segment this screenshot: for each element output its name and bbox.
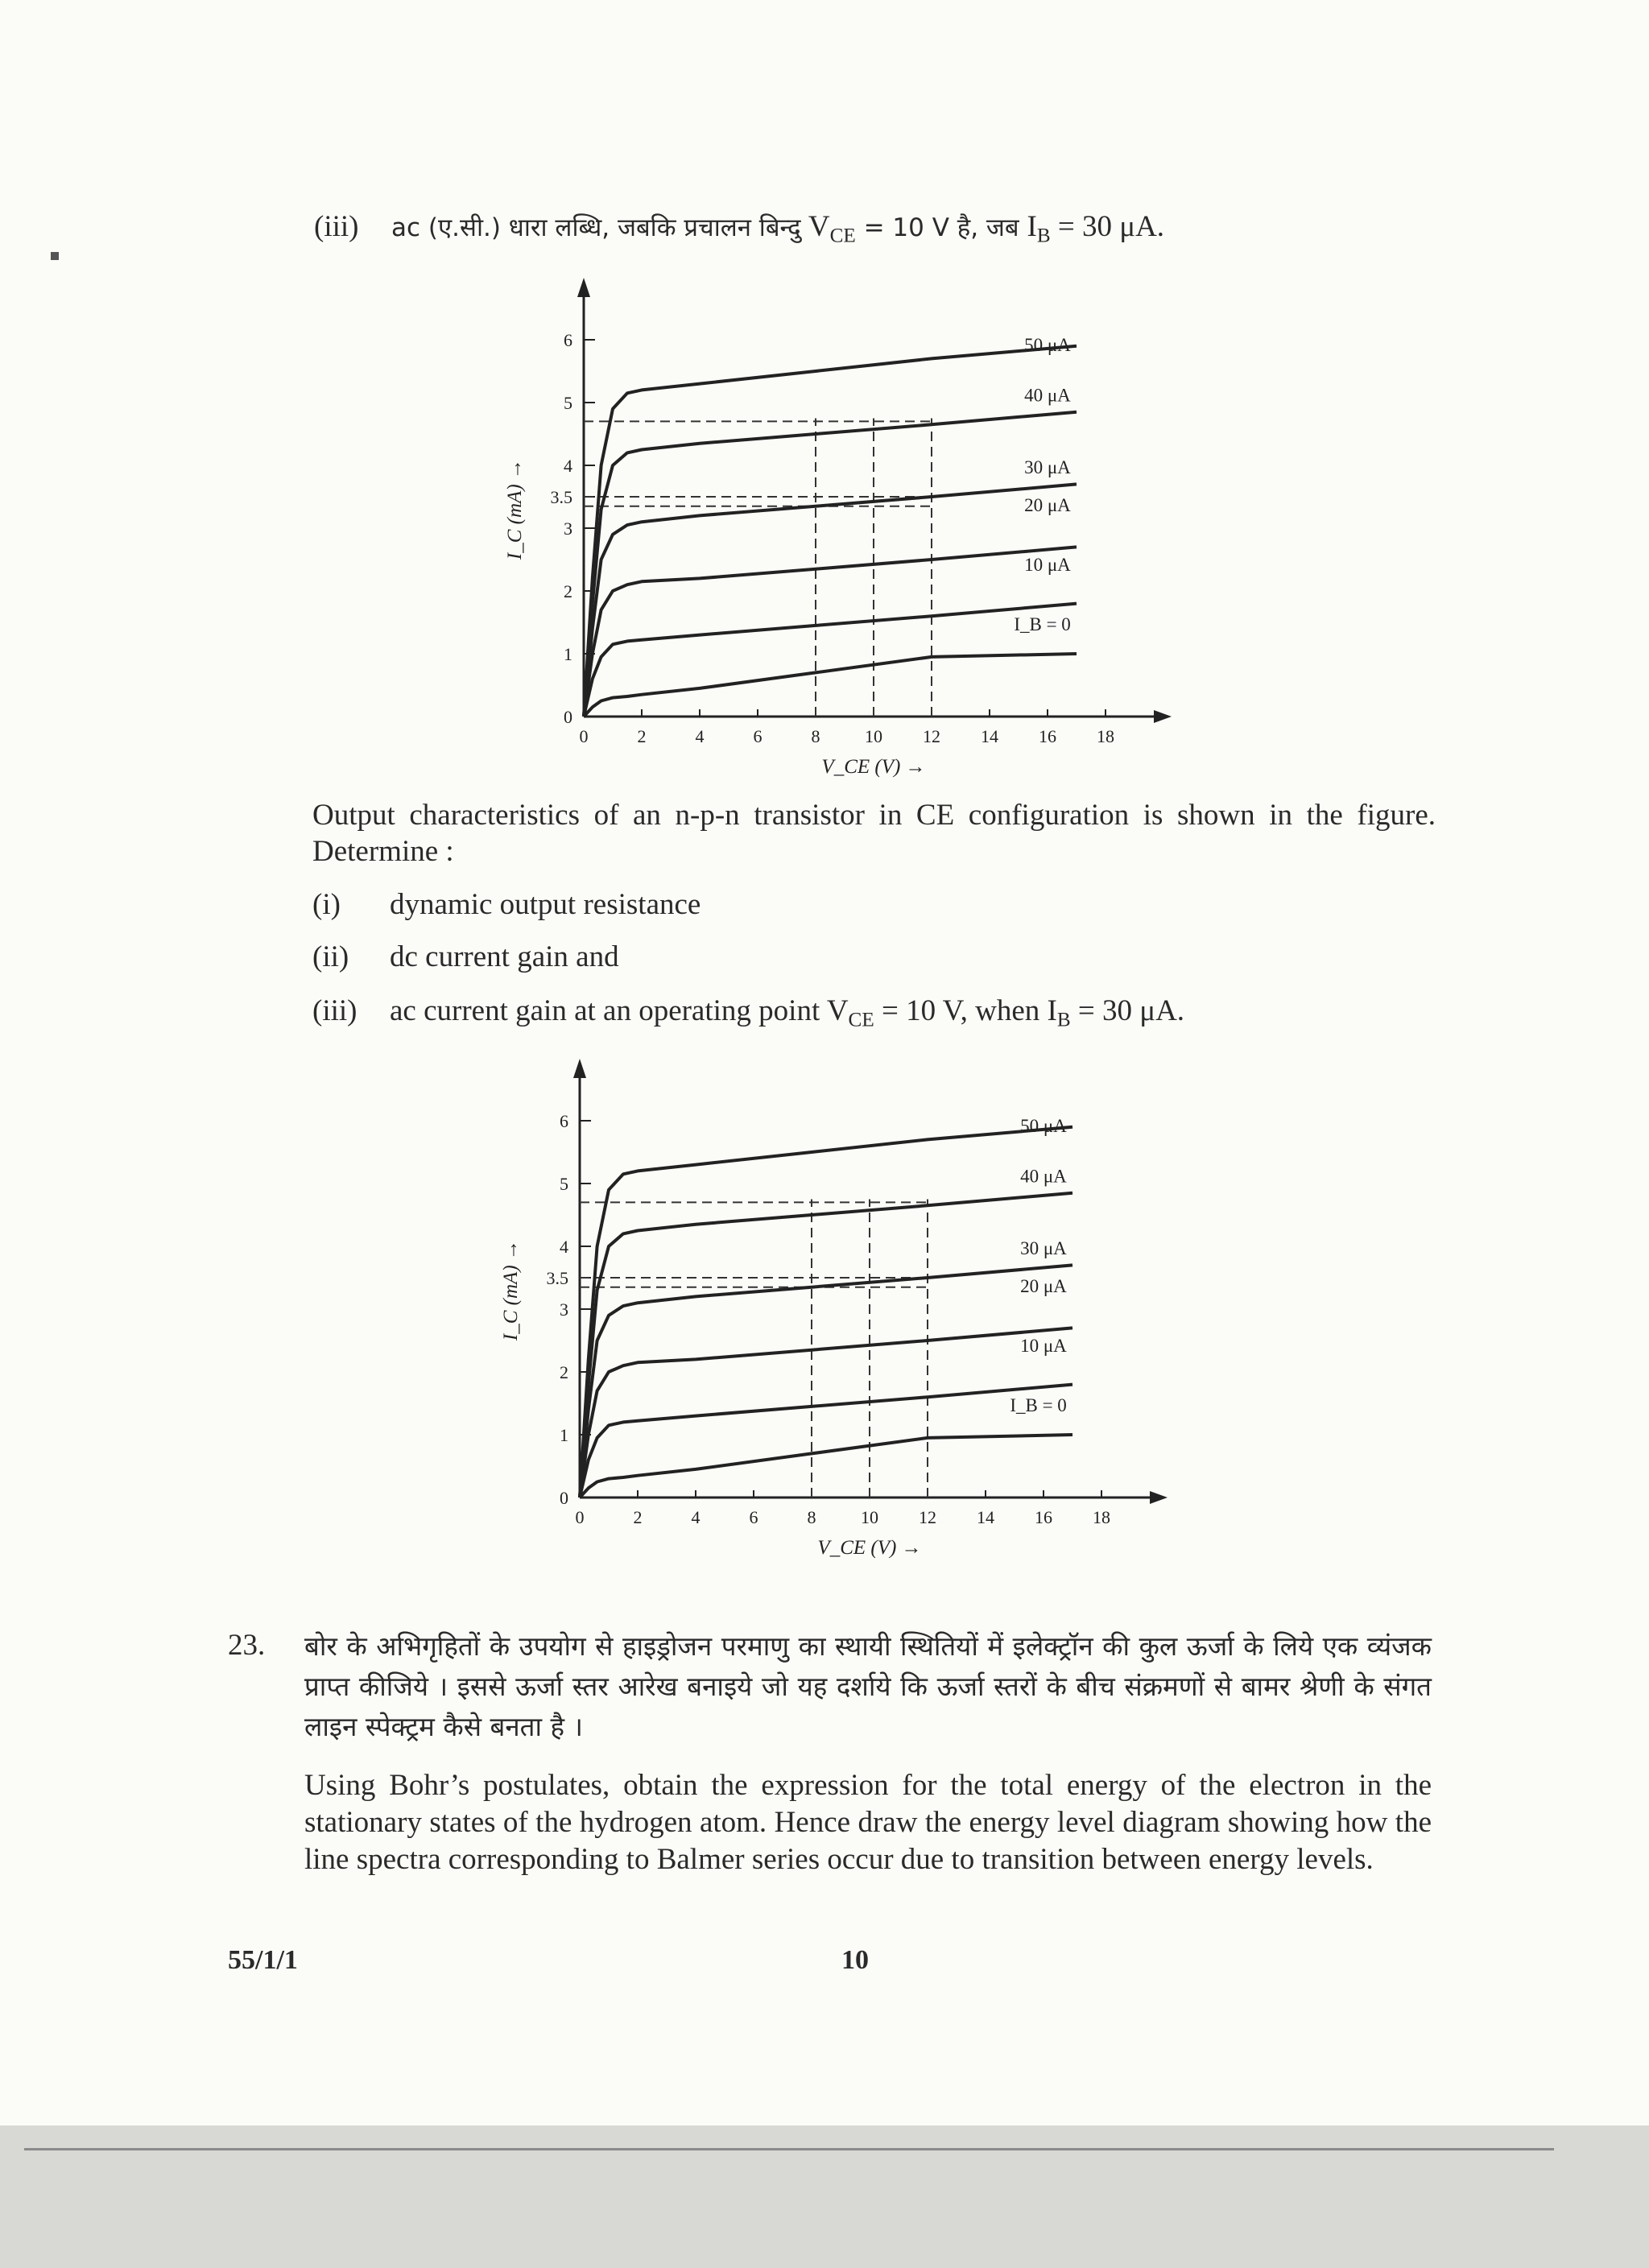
y-axis-arrow — [573, 1059, 586, 1078]
part-number: (iii) — [312, 994, 357, 1027]
question-23-english: Using Bohr’s postulates, obtain the expression for the total energy of the electron in the stationary states of the hydrogen atom. Hence draw the energy level diagram showing how the line spectra corresponding to Balmer series occur due to transition between energy levels. — [304, 1769, 1432, 1876]
x-axis-arrow — [1154, 710, 1172, 723]
curve-label: 10 μA — [1020, 1335, 1067, 1356]
curve-10-a — [584, 604, 1077, 717]
page-bottom-edge — [0, 2125, 1649, 2268]
part-text: dc current gain and — [390, 940, 619, 973]
curve-label: 40 μA — [1024, 385, 1071, 406]
scan-speck — [51, 252, 59, 260]
x-tick-label: 10 — [861, 1507, 878, 1527]
x-tick-label: 0 — [579, 726, 589, 746]
part-number: (i) — [312, 888, 341, 921]
curve-label: I_B = 0 — [1010, 1395, 1067, 1415]
x-tick-label: 12 — [919, 1507, 936, 1527]
paper-code: 55/1/1 — [228, 1945, 298, 1975]
x-tick-label: 14 — [977, 1507, 994, 1527]
curve-20-a — [584, 547, 1077, 717]
part-number: (ii) — [312, 940, 349, 973]
question-22-part-i — [312, 887, 701, 923]
y-tick-label: 1 — [564, 644, 572, 664]
y-tick-label: 3 — [564, 518, 572, 539]
y-tick-label: 6 — [560, 1111, 568, 1131]
question-22-part-iii: (iii) ac current gain at an operating point $V_{CE} = 10$ V, when $I_B = 30$ μA. — [312, 994, 1185, 1031]
x-tick-label: 16 — [1039, 726, 1056, 746]
x-tick-label: 2 — [637, 726, 647, 746]
y-tick-label: 0 — [564, 707, 572, 727]
x-tick-label: 18 — [1097, 726, 1114, 746]
x-tick-label: 18 — [1093, 1507, 1110, 1527]
y-tick-label: 6 — [564, 330, 572, 350]
curve-label: 40 μA — [1020, 1166, 1067, 1187]
y-tick-label: 5 — [564, 393, 572, 413]
curve-50-a — [580, 1127, 1072, 1498]
curve-label: 30 μA — [1020, 1238, 1067, 1258]
x-tick-label: 6 — [753, 726, 763, 746]
question-23-number: 23. — [228, 1629, 266, 1662]
curve-20-a — [580, 1328, 1072, 1498]
x-axis-arrow — [1150, 1491, 1168, 1504]
page-edge-line — [24, 2148, 1554, 2150]
x-tick-label: 12 — [923, 726, 940, 746]
curve-50-a — [584, 346, 1077, 717]
x-tick-label: 6 — [749, 1507, 758, 1527]
y-axis-label: I_C (mA) → — [504, 459, 526, 560]
y-tick-label: 4 — [564, 456, 572, 476]
part-number: (iii) — [314, 210, 359, 243]
curve-label: 10 μA — [1024, 554, 1071, 575]
x-tick-label: 4 — [691, 1507, 701, 1527]
question-22-part-ii — [312, 940, 619, 975]
y-axis-label: I_C (mA) → — [500, 1240, 522, 1341]
curve-label: 20 μA — [1024, 494, 1071, 515]
x-tick-label: 2 — [633, 1507, 643, 1527]
question-23-hindi: बोर के अभिगृहितों के उपयोग से हाइड्रोजन परमाणु का स्थायी स्थितियों में इलेक्ट्रॉन की कुल ऊर्जा के लिये एक व्यंजक प्राप्त कीजिये । इससे ऊर्जा स्तर आरेख बनाइये जो यह दर्शाये कि ऊर्जा स्तरों के बीच संक्रमणों से बामर श्रेणी के संगत लाइन स्पेक्ट्रम कैसे बनता है । — [304, 1630, 1432, 1742]
y-tick-label: 4 — [560, 1237, 568, 1257]
curve-10-a — [580, 1385, 1072, 1498]
y-tick-label: 5 — [560, 1174, 568, 1194]
x-tick-label: 16 — [1035, 1507, 1052, 1527]
x-tick-label: 8 — [807, 1507, 816, 1527]
curve-30-a — [584, 484, 1077, 717]
page-number: 10 — [841, 1945, 869, 1975]
curve-i-b-0 — [580, 1435, 1072, 1498]
x-tick-label: 10 — [865, 726, 882, 746]
x-tick-label: 8 — [811, 726, 820, 746]
y-tick-label: 3 — [560, 1299, 568, 1320]
y-tick-label: 2 — [560, 1362, 568, 1382]
curve-label: 30 μA — [1024, 457, 1071, 477]
transistor-output-chart-2 — [479, 1051, 1188, 1566]
x-tick-label: 14 — [981, 726, 998, 746]
x-tick-label: 4 — [695, 726, 705, 746]
y-tick-label: 3.5 — [550, 487, 572, 507]
y-axis-arrow — [577, 278, 590, 297]
y-tick-label: 3.5 — [546, 1268, 568, 1288]
hindi-part-iii: (iii) ac (ए.सी.) धारा लब्धि, जबकि प्रचालन बिन्दु $V_{CE} = 10$ V है, जब $I_B = 30$ μA. — [314, 210, 1165, 247]
curve-label: 50 μA — [1024, 334, 1071, 355]
y-tick-label: 2 — [564, 581, 572, 601]
curve-label: 50 μA — [1020, 1115, 1067, 1136]
hindi-text: ac (ए.सी.) धारा लब्धि, जबकि प्रचालन बिन्दु — [391, 213, 801, 242]
transistor-output-chart-1 — [483, 270, 1192, 785]
x-axis-label: V_CE (V) → — [821, 756, 926, 778]
curve-30-a — [580, 1265, 1072, 1498]
y-tick-label: 0 — [560, 1488, 568, 1508]
y-tick-label: 1 — [560, 1425, 568, 1445]
x-axis-label: V_CE (V) → — [817, 1537, 922, 1559]
question-22-intro: Output characteristics of an n-p-n transistor in CE configuration is shown in the figure. Determine : — [312, 799, 1436, 868]
part-text: dynamic output resistance — [390, 888, 701, 921]
curve-label: 20 μA — [1020, 1275, 1067, 1296]
curve-i-b-0 — [584, 654, 1077, 717]
x-tick-label: 0 — [575, 1507, 585, 1527]
curve-label: I_B = 0 — [1014, 614, 1071, 634]
